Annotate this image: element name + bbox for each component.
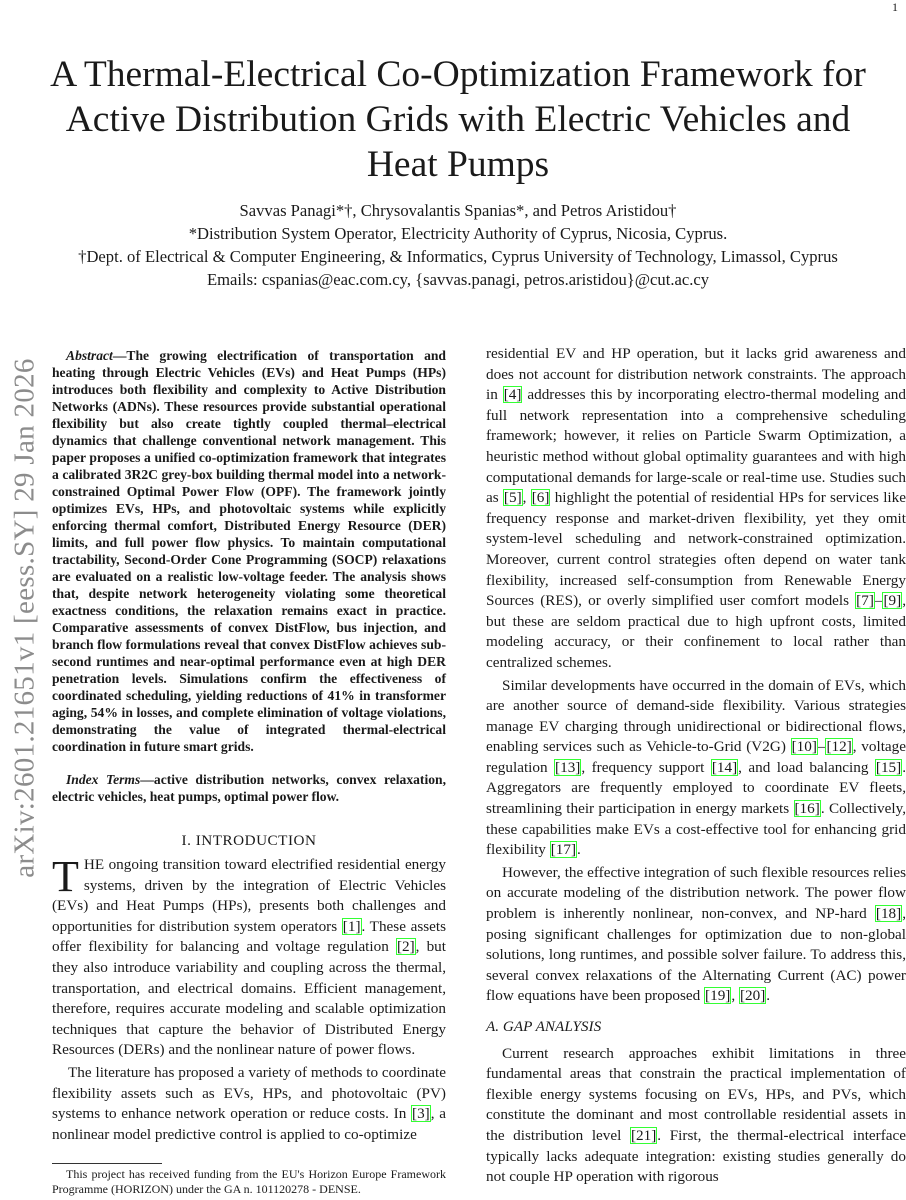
text-run: , frequency support bbox=[581, 758, 711, 776]
introduction-body bbox=[52, 852, 447, 1145]
abstract bbox=[52, 347, 446, 755]
text-run: , bbox=[522, 489, 531, 507]
abstract-text: —The growing electrification of transportation and heating through Electric Vehicles (EVs) and Heat Pumps (HPs) introduces both flexibility and complexity to Active Distribution Networks (ADNs). These resources provide substantial operational flexibility but also create tightly coupled thermal–electrical dynamics that challenge conventional network management. This paper proposes a unified co-optimization framework that integrates a calibrated 3R2C grey-box building thermal model into a network-constrained Optimal Power Flow (OPF). The framework jointly optimizes EVs, HPs, and photovoltaic systems while explicitly enforcing thermal comfort, Distributed Energy Resource (DER) limits, and full power flow physics. To maintain computational tractability, Second-Order Cone Programming (SOCP) relaxations are evaluated on a realistic low-voltage feeder. The analysis shows that, despite network heterogeneity violating some theoretical exactness conditions, the relaxation remains exact in practice. Comparative assessments of convex DistFlow, bus injection, and branch flow formulations reveal that convex DistFlow achieves sub-second runtimes and near-optimal performance even at high DER penetration levels. Simulations confirm the effectiveness of coordinated scheduling, yielding reductions of 41% in transformer aging, 54% in losses, and complete elimination of voltage violations, demonstrating the value of integrated thermal-electrical coordination in future smart grids. bbox=[52, 348, 446, 754]
text-run: highlight the potential of residential HPs for services like frequency response and market-driven flexibility, yet they omit system-level scheduling and network-constrained optimization. Moreover, current control strategies often depend on water tank flexibility, increased self-consumption from Renewable Energy Sources (RES), or overly simplified user comfort models bbox=[486, 489, 906, 610]
text-run: – bbox=[874, 592, 883, 610]
text-run: . Aggregators are frequently employed to coordinate EV fleets, streamlining their participation in energy markets bbox=[486, 758, 906, 818]
arxiv-watermark bbox=[8, 318, 42, 918]
citation-link[interactable]: [2] bbox=[396, 938, 415, 956]
abstract-label: Abstract bbox=[66, 348, 113, 363]
contact-emails: Emails: cspanias@eac.com.cy, {savvas.panagi, petros.aristidou}@cut.ac.cy bbox=[206, 270, 710, 289]
intro-paragraph-2: The literature has proposed a variety of methods to coordinate flexibility assets such as EVs, HPs, and photovoltaic (PV) systems to enhance network operation or reduce costs. In bbox=[52, 1063, 446, 1123]
text-run: , but they also introduce variability and coupling across the thermal, transportation, and electrical domains. Efficient management, therefore, requires accurate modeling and scalable optimization techniques that capture the behavior of Distributed Energy Resources (DERs) and the nonlinear nature of power flows. bbox=[52, 938, 446, 1059]
citation-link[interactable]: [9] bbox=[883, 592, 902, 610]
arxiv-id: arXiv:2601.21651v1 [eess.SY] 29 Jan 2026 bbox=[8, 358, 41, 878]
citation-link[interactable]: [1] bbox=[342, 917, 361, 935]
citation-link[interactable]: [4] bbox=[503, 386, 522, 404]
citation-link[interactable]: [10] bbox=[791, 738, 817, 756]
index-terms-text: —active distribution networks, convex relaxation, electric vehicles, heat pumps, optimal power flow. bbox=[52, 772, 446, 804]
text-run: addresses this by incorporating electro-thermal modeling and full network representation into a comprehensive scheduling framework; however, it relies on Particle Swarm Optimization, a heuristic method without global optimality guarantees and with high computational demands for large-scale or real-time use. Studies such as bbox=[486, 386, 906, 507]
paper-title: A Thermal-Electrical Co-Optimization Framework for Active Distribution Grids with Electric Vehicles and Heat Pumps bbox=[50, 54, 866, 185]
text-run: , voltage regulation bbox=[486, 738, 906, 776]
funding-footnote: This project has received funding from the EU's Horizon Europe Framework Programme (HORIZON) under the GA n. 101120278 - DENSE. bbox=[52, 1167, 446, 1196]
intro-paragraph-1: HE ongoing transition toward electrified residential energy systems, driven by the integration of Electric Vehicles (EVs) and Heat Pumps (HPs), presents both challenges and opportunities for distribution system operators bbox=[52, 856, 446, 935]
right-column-body bbox=[486, 344, 906, 1188]
text-run: . Collectively, these capabilities make EVs a cost-effective tool for enhancing grid flexibility bbox=[486, 800, 906, 859]
right-paragraph-3: However, the effective integration of such flexible resources relies on accurate modeling of the distribution network. The power flow problem is inherently nonlinear, non-convex, and NP-hard bbox=[486, 863, 906, 923]
citation-link[interactable]: [19] bbox=[705, 987, 731, 1005]
footnote-divider bbox=[52, 1163, 162, 1164]
affiliation-1: *Distribution System Operator, Electricity Authority of Cyprus, Nicosia, Cyprus. bbox=[188, 224, 728, 243]
drop-cap: T bbox=[52, 852, 79, 901]
author-list: Savvas Panagi*†, Chrysovalantis Spanias*, and Petros Aristidou† bbox=[239, 201, 677, 220]
citation-link[interactable]: [12] bbox=[826, 738, 852, 756]
text-run: . First, the thermal-electrical interface typically lacks adequate integration: existing studies generally do not couple HP operation with rigorous bbox=[486, 1126, 906, 1186]
right-paragraph-1: residential EV and HP operation, but it lacks grid awareness and does not account for distribution network constraints. The approach in bbox=[486, 345, 906, 404]
text-run: – bbox=[817, 738, 826, 756]
citation-link[interactable]: [20] bbox=[739, 987, 766, 1005]
index-terms-label: Index Terms bbox=[66, 772, 141, 787]
citation-link[interactable]: [15] bbox=[875, 758, 902, 776]
index-terms bbox=[52, 771, 446, 805]
page-number: 1 bbox=[892, 0, 898, 14]
citation-link[interactable]: [3] bbox=[412, 1105, 430, 1123]
citation-link[interactable]: [5] bbox=[503, 489, 522, 507]
text-run: , and load balancing bbox=[738, 758, 875, 776]
affiliation-2: †Dept. of Electrical & Computer Engineering, & Informatics, Cyprus University of Technology, Limassol, Cyprus bbox=[78, 247, 838, 266]
text-run: . bbox=[577, 841, 581, 859]
text-run: , bbox=[731, 987, 739, 1005]
citation-link[interactable]: [18] bbox=[875, 905, 902, 923]
citation-link[interactable]: [17] bbox=[550, 841, 577, 859]
right-paragraph-4: Current research approaches exhibit limitations in three fundamental areas that constrain the practical implementation of flexible energy systems focusing on EVs, HPs, and PVs, which constitute the dominant and most controllable residential assets in the distribution level bbox=[486, 1044, 906, 1144]
text-run: , posing significant challenges for optimization due to non-global solutions, long runtimes, and possible solver failure. To address this, several convex relaxations of the Alternating Current (AC) power flow equations have been proposed bbox=[486, 905, 906, 1005]
subsection-heading-gap-analysis: A. GAP ANALYSIS bbox=[486, 1018, 602, 1035]
text-run: , a nonlinear model predictive control is applied to co-optimize bbox=[52, 1105, 446, 1143]
citation-link[interactable]: [16] bbox=[794, 800, 820, 818]
text-run: . bbox=[766, 987, 771, 1005]
text-run: . These assets offer flexibility for balancing and voltage regulation bbox=[52, 917, 447, 956]
citation-link[interactable]: [13] bbox=[555, 758, 581, 776]
citation-link[interactable]: [21] bbox=[630, 1126, 657, 1144]
citation-link[interactable]: [6] bbox=[531, 489, 550, 507]
section-heading-introduction: I. INTRODUCTION bbox=[181, 832, 317, 849]
citation-link[interactable]: [14] bbox=[711, 758, 738, 776]
citation-link[interactable]: [7] bbox=[856, 592, 874, 610]
right-paragraph-2: Similar developments have occurred in the domain of EVs, which are another source of demand-side flexibility. Various strategies manage EV charging through unidirectional or bidirectional flows, enabling services such as Vehicle-to-Grid (V2G) bbox=[486, 676, 906, 756]
text-run: , but these are seldom practical due to high upfront costs, limited modeling accuracy, or their confinement to local rather than centralized schemes. bbox=[486, 592, 906, 671]
